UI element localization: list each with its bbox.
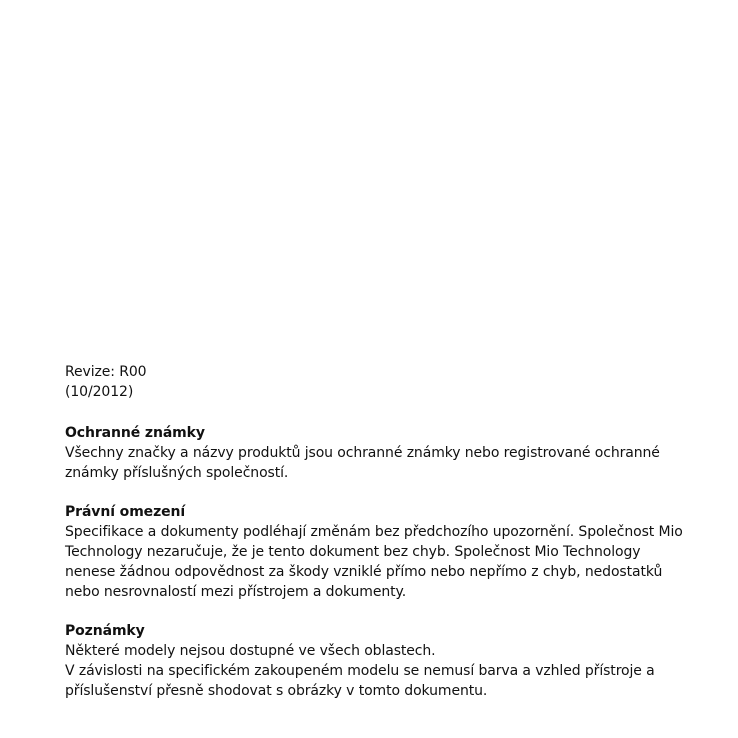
revision-block [65,362,685,402]
section-paragraph: Všechny značky a názvy produktů jsou ochranné známky nebo registrované ochranné známky příslušných společností. [65,445,660,481]
section-trademarks [65,423,685,483]
section-heading: Poznámky [65,623,145,639]
section-heading: Právní omezení [65,504,186,520]
section-paragraph: V závislosti na specifickém zakoupeném modelu se nemusí barva a vzhled přístroje a příslušenství přesně shodovat s obrázky v tomto dokumentu. [65,663,655,699]
revision-date: (10/2012) [65,384,134,400]
document-content [65,362,685,701]
section-paragraph: Některé modely nejsou dostupné ve všech oblastech. [65,643,436,659]
section-paragraph: Specifikace a dokumenty podléhají změnám bez předchozího upozornění. Společnost Mio Technology nezaručuje, že je tento dokument bez chyb. Společnost Mio Technology nenese žádnou odpovědnost za škody vzniklé přímo nebo nepřímo z chyb, nedostatků nebo nesrovnalostí mezi přístrojem a dokumenty. [65,524,683,600]
revision-label: Revize: R00 [65,364,147,380]
section-legal-disclaimer [65,502,685,602]
section-heading: Ochranné známky [65,425,205,441]
section-notes [65,621,685,701]
